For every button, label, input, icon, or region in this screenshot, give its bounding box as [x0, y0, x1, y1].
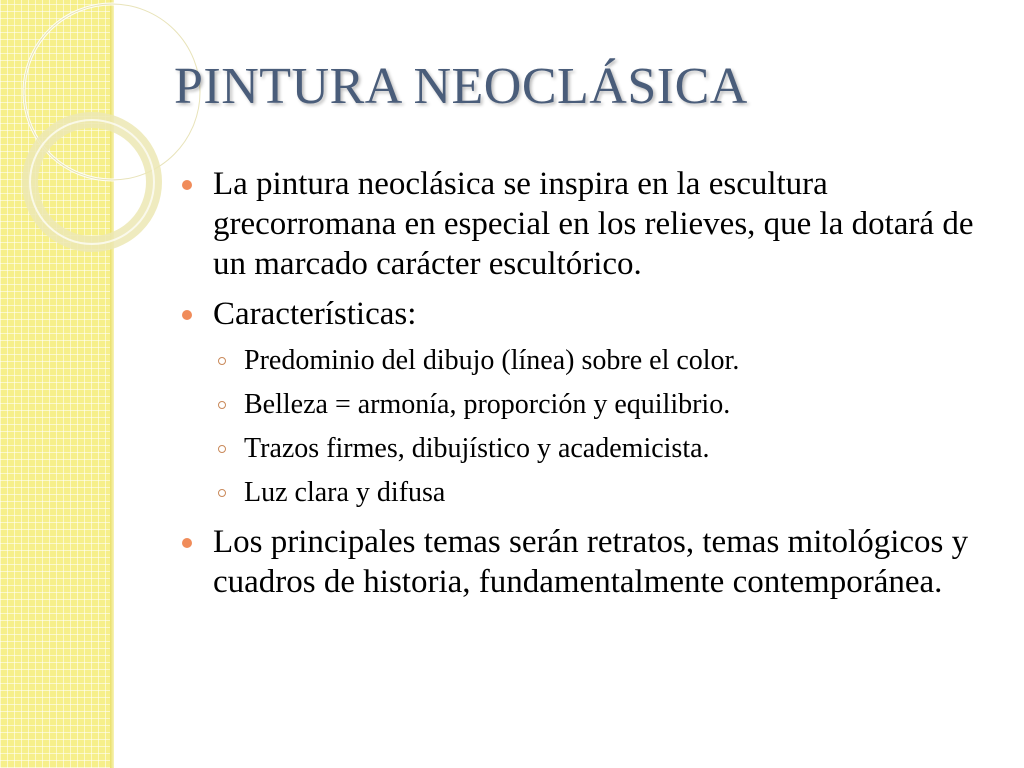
sub-bullet-item	[182, 344, 982, 378]
bullet-item	[182, 294, 982, 334]
sub-bullet-text: Trazos firmes, dibujístico y academicista.	[244, 433, 710, 464]
bullet-item	[182, 522, 982, 602]
sub-bullet-ring-icon	[218, 357, 226, 365]
sub-bullet-ring-icon	[218, 489, 226, 497]
ring-circle-highlight	[30, 120, 154, 244]
bullet-list	[182, 164, 982, 612]
sub-bullet-text: Predominio del dibujo (línea) sobre el color.	[244, 345, 740, 376]
sub-bullet-item	[182, 388, 982, 422]
sub-bullet-ring-icon	[218, 445, 226, 453]
bullet-dot-icon	[182, 538, 192, 548]
sub-bullet-text: Belleza = armonía, proporción y equilibrio.	[244, 389, 731, 420]
bullet-dot-icon	[182, 310, 192, 320]
sub-bullet-text: Luz clara y difusa	[244, 477, 446, 508]
sub-bullet-ring-icon	[218, 401, 226, 409]
bullet-text: Características:	[213, 296, 417, 332]
sub-bullet-item	[182, 476, 982, 510]
sub-bullet-item	[182, 432, 982, 466]
bullet-text: Los principales temas serán retratos, temas mitológicos y cuadros de historia, fundamentalmente contemporánea.	[213, 524, 969, 600]
bullet-dot-icon	[182, 180, 192, 190]
bullet-item	[182, 164, 982, 284]
bullet-text: La pintura neoclásica se inspira en la escultura grecorromana en especial en los relieves, que la dotará de un marcado carácter escultórico.	[213, 166, 974, 282]
slide-title: PINTURA NEOCLÁSICA	[174, 58, 748, 115]
sub-bullet-list	[182, 344, 982, 510]
